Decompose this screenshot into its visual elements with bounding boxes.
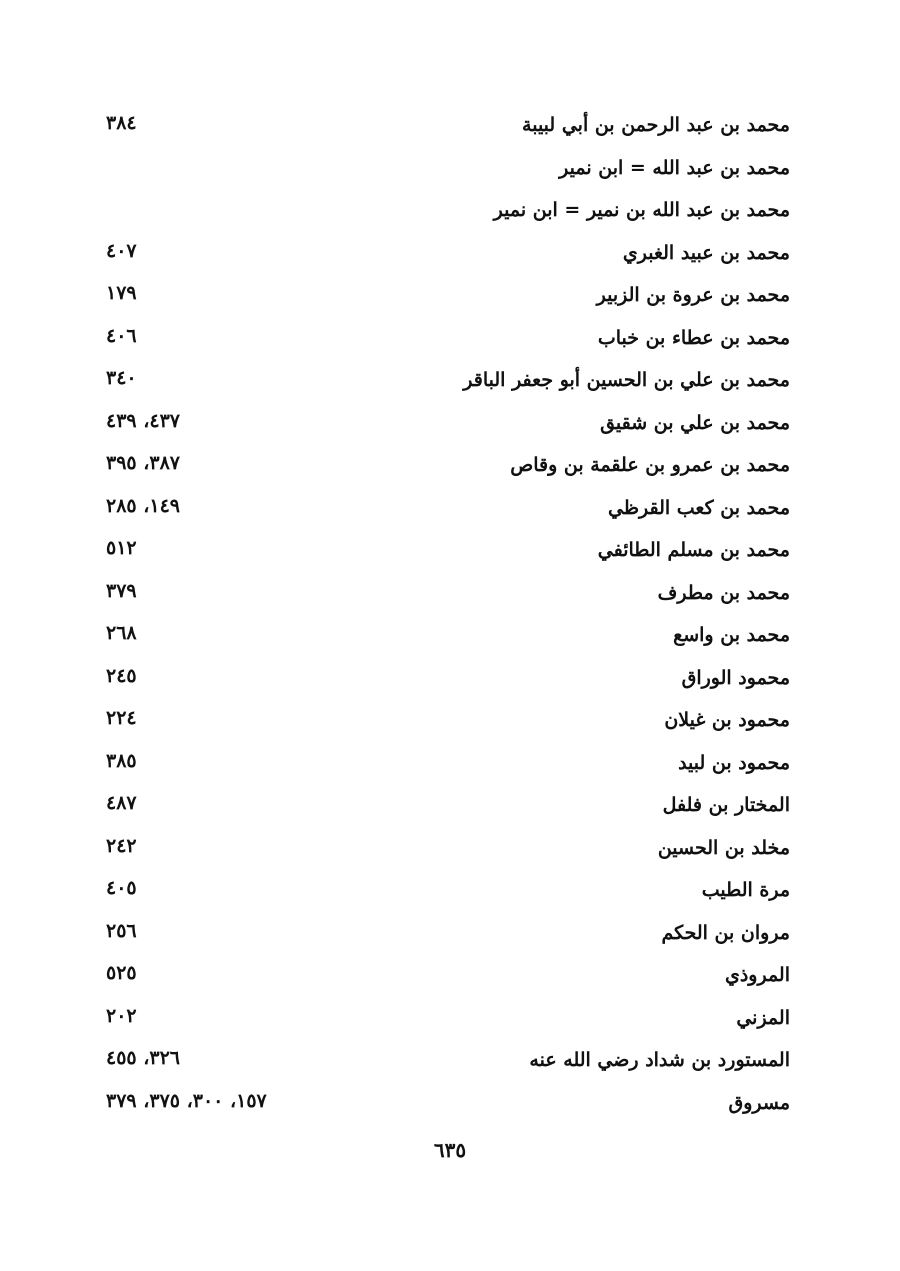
index-entry bbox=[0, 278, 900, 321]
entry-name: محمد بن عبيد الغبري bbox=[622, 241, 790, 264]
entry-pages: ٢٠٢ bbox=[106, 1004, 137, 1027]
entry-name: محمد بن عبد الرحمن بن أبي لبيبة bbox=[522, 114, 790, 136]
entry-name: محمد بن مسلم الطائفي bbox=[597, 539, 790, 561]
index-entry bbox=[0, 193, 900, 236]
entry-pages: ٢٢٤ bbox=[106, 707, 137, 729]
entry-name: مرة الطيب bbox=[701, 879, 790, 901]
index-entry bbox=[0, 1043, 900, 1086]
index-entry bbox=[0, 618, 900, 661]
entry-pages: ٤٠٧ bbox=[106, 239, 137, 262]
index-entry bbox=[0, 916, 900, 959]
entry-pages: ٤٠٦ bbox=[106, 324, 137, 347]
index-entry bbox=[0, 661, 900, 704]
index-entry bbox=[0, 151, 900, 194]
entry-pages: ٣٧٩ bbox=[106, 579, 137, 602]
index-entry bbox=[0, 703, 900, 746]
entry-name: مروان بن الحكم bbox=[661, 921, 790, 944]
page-number: ٦٣٥ bbox=[433, 1138, 467, 1162]
entry-pages: ١٤٩، ٢٨٥ bbox=[106, 494, 180, 517]
entry-name: مسروق bbox=[728, 1091, 790, 1114]
entry-pages: ٢٥٦ bbox=[106, 919, 137, 942]
index-entry bbox=[0, 831, 900, 874]
entry-name: المروذي bbox=[724, 964, 790, 986]
entry-name: المستورد بن شداد رضي الله عنه bbox=[529, 1049, 790, 1071]
entry-pages: ١٧٩ bbox=[106, 282, 137, 304]
entry-pages: ٣٨٥ bbox=[106, 749, 137, 772]
entry-name: محمد بن علي بن شقيق bbox=[600, 411, 790, 434]
entry-pages: ٤٠٥ bbox=[106, 877, 137, 899]
index-entry bbox=[0, 533, 900, 576]
index-entry bbox=[0, 448, 900, 491]
index-entry bbox=[0, 746, 900, 789]
index-entry bbox=[0, 1001, 900, 1044]
entry-pages: ٣٢٦، ٤٥٥ bbox=[106, 1047, 180, 1069]
index-entry bbox=[0, 236, 900, 279]
index-entry bbox=[0, 1086, 900, 1129]
entry-name: محمد بن عبد الله = ابن نمير bbox=[559, 156, 790, 179]
entry-name: مخلد بن الحسين bbox=[657, 836, 790, 859]
entry-pages: ٣٨٧، ٣٩٥ bbox=[106, 452, 180, 474]
entry-name: محمد بن كعب القرظي bbox=[608, 496, 790, 519]
entry-pages: ٤٣٧، ٤٣٩ bbox=[106, 409, 180, 432]
index-entry bbox=[0, 873, 900, 916]
entry-pages: ٣٤٠ bbox=[106, 367, 137, 389]
entry-name: محمد بن واسع bbox=[673, 624, 790, 646]
entry-pages: ١٥٧، ٣٠٠، ٣٧٥، ٣٧٩ bbox=[106, 1089, 267, 1112]
index-entry bbox=[0, 321, 900, 364]
entry-pages: ٤٨٧ bbox=[106, 792, 137, 814]
index-entry bbox=[0, 576, 900, 619]
entry-name: المزني bbox=[736, 1006, 790, 1029]
index-entry bbox=[0, 363, 900, 406]
entry-name: محمد بن علي بن الحسين أبو جعفر الباقر bbox=[463, 369, 790, 391]
index-entry bbox=[0, 491, 900, 534]
index-entry bbox=[0, 958, 900, 1001]
index-entry bbox=[0, 788, 900, 831]
index-entry bbox=[0, 406, 900, 449]
entry-pages: ٥٢٥ bbox=[106, 962, 137, 984]
entry-name: محمد بن عطاء بن خباب bbox=[597, 326, 790, 349]
entry-name: محمود الوراق bbox=[681, 666, 790, 689]
entry-name: محمد بن عبد الله بن نمير = ابن نمير bbox=[493, 199, 790, 221]
entry-pages: ٢٤٢ bbox=[106, 834, 137, 857]
entry-pages: ٥١٢ bbox=[106, 537, 137, 559]
entry-name: محمد بن عمرو بن علقمة بن وقاص bbox=[510, 454, 790, 476]
index-entry bbox=[0, 108, 900, 151]
entry-name: محمود بن لبيد bbox=[678, 751, 790, 774]
entry-pages: ٢٦٨ bbox=[106, 622, 137, 644]
entry-name: محمود بن غيلان bbox=[664, 709, 790, 731]
entry-pages: ٣٨٤ bbox=[106, 112, 137, 134]
entry-name: محمد بن عروة بن الزبير bbox=[596, 284, 790, 306]
entry-name: محمد بن مطرف bbox=[657, 581, 790, 604]
entry-pages: ٢٤٥ bbox=[106, 664, 137, 687]
name-index-list bbox=[0, 108, 900, 1128]
entry-name: المختار بن فلفل bbox=[662, 794, 790, 816]
